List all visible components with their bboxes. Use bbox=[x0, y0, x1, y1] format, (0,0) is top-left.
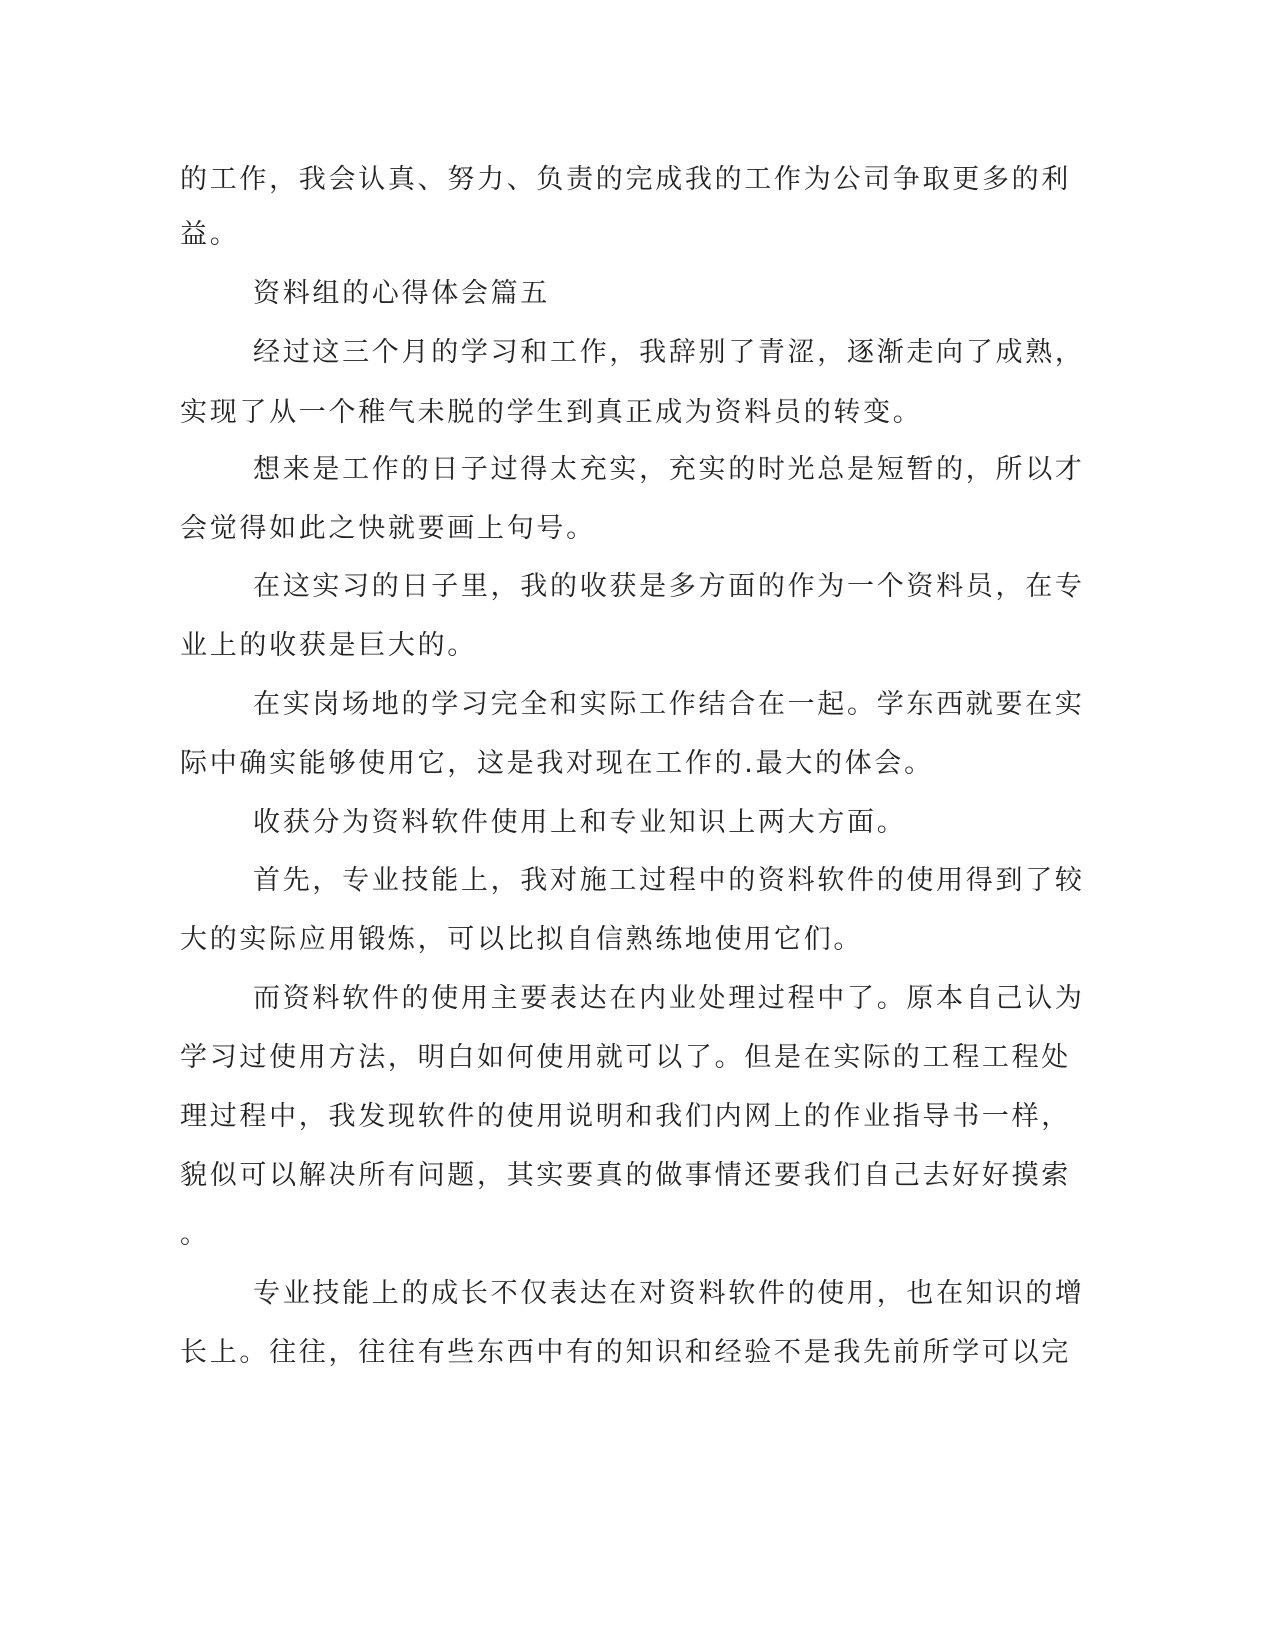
text-line: 貌似可以解决所有问题，其实要真的做事情还要我们自己去好好摸索 bbox=[180, 1160, 1071, 1191]
text-line: 实现了从一个稚气未脱的学生到真正成为资料员的转变。 bbox=[180, 397, 923, 428]
text-line: 想来是工作的日子过得太充实，充实的时光总是短暂的，所以才 bbox=[253, 454, 1085, 485]
text-line: 在实岗场地的学习完全和实际工作结合在一起。学东西就要在实 bbox=[253, 689, 1085, 720]
section-heading: 资料组的心得体会篇五 bbox=[253, 278, 550, 309]
text-line: 经过这三个月的学习和工作，我辞别了青涩，逐渐走向了成熟， bbox=[253, 337, 1085, 368]
text-line: 业上的收获是巨大的。 bbox=[180, 630, 477, 661]
text-line: 长上。往往，往往有些东西中有的知识和经验不是我先前所学可以完 bbox=[180, 1337, 1071, 1368]
text-line: 首先，专业技能上，我对施工过程中的资料软件的使用得到了较 bbox=[253, 865, 1085, 896]
text-line: 理过程中，我发现软件的使用说明和我们内网上的作业指导书一样， bbox=[180, 1101, 1071, 1132]
text-line: 的工作，我会认真、努力、负责的完成我的工作为公司争取更多的利 bbox=[180, 164, 1071, 195]
text-line: 学习过使用方法，明白如何使用就可以了。但是在实际的工程工程处 bbox=[180, 1042, 1071, 1073]
text-line: 益。 bbox=[180, 219, 240, 250]
text-line: 而资料软件的使用主要表达在内业处理过程中了。原本自己认为 bbox=[253, 983, 1085, 1014]
text-line: 大的实际应用锻炼，可以比拟自信熟练地使用它们。 bbox=[180, 924, 864, 955]
text-line: 专业技能上的成长不仅表达在对资料软件的使用，也在知识的增 bbox=[253, 1278, 1085, 1309]
text-line: 会觉得如此之快就要画上句号。 bbox=[180, 513, 596, 544]
text-line: 。 bbox=[180, 1219, 210, 1250]
text-line: 在这实习的日子里，我的收获是多方面的作为一个资料员，在专 bbox=[253, 571, 1085, 602]
text-line: 收获分为资料软件使用上和专业知识上两大方面。 bbox=[253, 807, 907, 838]
text-line: 际中确实能够使用它，这是我对现在工作的.最大的体会。 bbox=[180, 748, 934, 779]
